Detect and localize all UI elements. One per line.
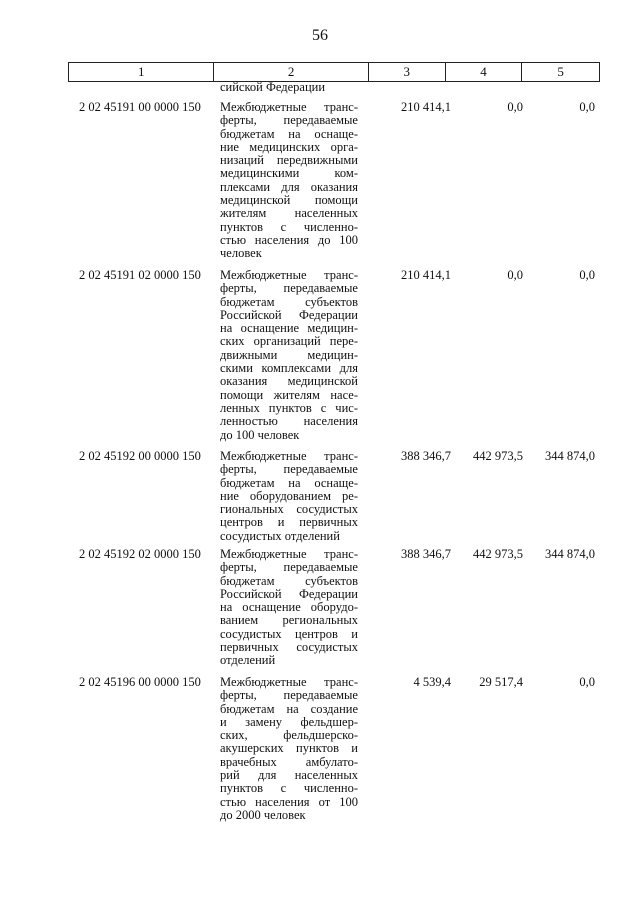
header-col-4: 4 [446, 63, 523, 81]
description-line: первичных сосудистых [220, 640, 358, 655]
header-col-2: 2 [214, 63, 368, 81]
description-line: скими комплексами для [220, 361, 358, 376]
description-line: Российской Федерации [220, 586, 358, 601]
row-code: 2 02 45191 00 0000 150 [79, 100, 201, 114]
row-description [220, 101, 358, 261]
description-line: ферты, передаваемые [220, 462, 358, 477]
description-line: пунктов с численно- [220, 219, 358, 234]
description-line: Межбюджетные транс- [220, 547, 358, 561]
description-line: акушерских пунктов и [220, 741, 358, 756]
description-line: ферты, передаваемые [220, 281, 358, 296]
description-line: бюджетам субъектов [220, 294, 358, 309]
row-code: 2 02 45192 00 0000 150 [79, 449, 201, 463]
description-line: помощи жителям насе- [220, 387, 358, 402]
description-line: стью населения от 100 [220, 794, 358, 809]
description-line: до 100 человек [220, 427, 300, 442]
description-line: ванием региональных [220, 613, 358, 628]
description-line: на оснащение оборудо- [220, 600, 358, 615]
description-line: до 2000 человек [220, 807, 306, 822]
page-number: 56 [312, 27, 328, 44]
description-line: ние оборудованием ре- [220, 488, 358, 503]
row-value-col3: 210 414,1 [401, 100, 451, 114]
table-row [68, 268, 600, 442]
table-row [68, 547, 600, 668]
table-row [68, 675, 600, 822]
description-line: оказания медицинской [220, 374, 358, 389]
row-value-col4: 29 517,4 [479, 675, 523, 689]
description-line: движными медицин- [220, 347, 358, 362]
description-line: ленностью населения [220, 414, 358, 429]
row-description [220, 676, 358, 822]
description-line: медицинскими ком- [220, 166, 358, 181]
description-line: бюджетам на создание [220, 701, 358, 716]
description-line: и замену фельдшер- [220, 714, 358, 729]
description-line: медицинской помощи [220, 193, 358, 208]
row-code: 2 02 45191 02 0000 150 [79, 268, 201, 282]
row-code: 2 02 45196 00 0000 150 [79, 675, 201, 689]
row-value-col4: 442 973,5 [473, 449, 523, 463]
row-value-col3: 388 346,7 [401, 547, 451, 561]
description-line: бюджетам субъектов [220, 573, 358, 588]
row-description [220, 450, 358, 543]
row-value-col5: 0,0 [579, 268, 595, 282]
carry-over-text: сийской Федерации [220, 80, 326, 94]
row-value-col5: 0,0 [579, 675, 595, 689]
row-value-col5: 344 874,0 [545, 449, 595, 463]
row-value-col4: 0,0 [507, 268, 523, 282]
description-line: ских организаций пере- [220, 334, 358, 349]
row-value-col3: 4 539,4 [413, 675, 451, 689]
description-line: Межбюджетные транс- [220, 268, 358, 282]
description-line: низаций передвижными [220, 153, 358, 168]
description-line: плексами для оказания [220, 179, 358, 194]
description-line: сосудистых отделений [220, 528, 340, 543]
description-line: ленных пунктов с чис- [220, 400, 358, 415]
description-line: Межбюджетные транс- [220, 100, 358, 114]
description-line: ферты, передаваемые [220, 688, 358, 703]
description-line: ферты, передаваемые [220, 113, 358, 128]
description-line: пунктов с численно- [220, 781, 358, 796]
row-value-col4: 0,0 [507, 100, 523, 114]
description-line: центров и первичных [220, 515, 358, 530]
description-line: отделений [220, 653, 276, 668]
description-line: сосудистых центров и [220, 626, 358, 641]
description-line: жителям населенных [220, 206, 358, 221]
description-line: врачебных амбулато- [220, 754, 358, 769]
header-col-3: 3 [369, 63, 446, 81]
description-line: ние медицинских орга- [220, 139, 358, 154]
header-col-1: 1 [69, 63, 214, 81]
description-line: Межбюджетные транс- [220, 675, 358, 689]
row-value-col5: 0,0 [579, 100, 595, 114]
description-line: ферты, передаваемые [220, 560, 358, 575]
description-line: на оснащение медицин- [220, 321, 358, 336]
row-value-col3: 388 346,7 [401, 449, 451, 463]
description-line: рий для населенных [220, 768, 358, 783]
description-line: человек [220, 246, 262, 261]
row-value-col5: 344 874,0 [545, 547, 595, 561]
description-line: ских, фельдшерско- [220, 728, 358, 743]
row-description [220, 548, 358, 668]
description-line: бюджетам на оснаще- [220, 126, 358, 141]
description-line: Российской Федерации [220, 307, 358, 322]
description-line: стью населения до 100 [220, 232, 358, 247]
description-line: гиональных сосудистых [220, 502, 358, 517]
table-row [68, 449, 600, 543]
description-line: Межбюджетные транс- [220, 449, 358, 463]
description-line: бюджетам на оснаще- [220, 475, 358, 490]
row-code: 2 02 45192 02 0000 150 [79, 547, 201, 561]
table-header [68, 62, 600, 82]
row-value-col3: 210 414,1 [401, 268, 451, 282]
row-value-col4: 442 973,5 [473, 547, 523, 561]
header-col-5: 5 [557, 64, 564, 79]
row-description [220, 269, 358, 442]
table-row [68, 100, 600, 261]
